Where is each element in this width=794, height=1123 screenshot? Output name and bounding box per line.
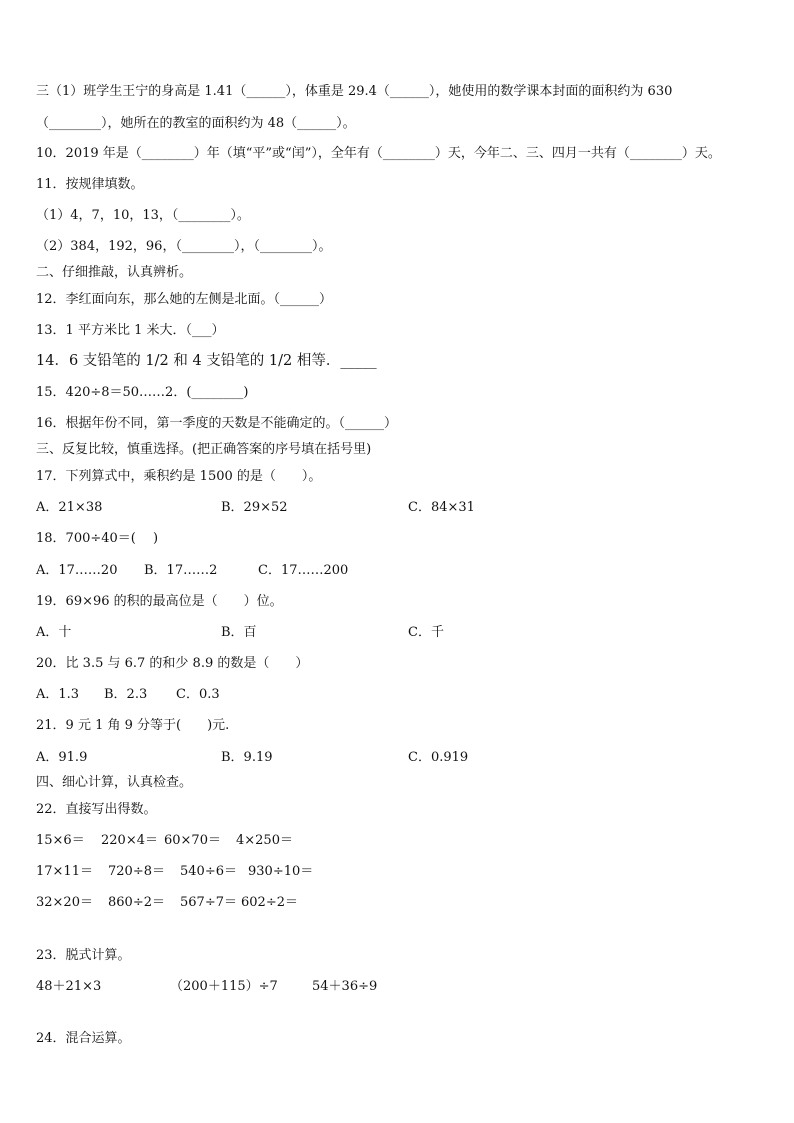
calc-expression: 48＋21×3 [36,979,102,994]
question-9-line-1: 三（1）班学生王宁的身高是 1.41（______），体重是 29.4（______），她使用的数学课本封面的面积约为 630 [36,84,673,99]
question-19: 19．69×96 的积的最高位是（ ）位。 [36,594,283,609]
oral-calc-item: 930÷10＝ [248,864,314,879]
oral-calc-item: 220×4＝ [101,833,158,848]
option-b: B．17……2 [144,563,218,578]
question-14: 14．6 支铅笔的 1/2 和 4 支铅笔的 1/2 相等．_____ [36,353,377,369]
oral-calc-row [36,833,756,849]
option-a: A．91.9 [36,750,88,765]
question-23-items [36,979,756,995]
oral-calc-item: 860÷2＝ [108,895,165,910]
question-11-part-1: （1）4，7，10，13，（________）。 [36,208,250,223]
question-17-options [36,500,756,516]
option-c: C．0.919 [408,750,469,765]
oral-calc-item: 720÷8＝ [108,864,165,879]
question-12: 12．李红面向东，那么她的左侧是北面。（______） [36,292,333,307]
oral-calc-item: 602÷2＝ [241,895,298,910]
calc-expression: 54＋36÷9 [312,979,378,994]
oral-calc-item: 17×11＝ [36,864,93,879]
oral-calc-item: 15×6＝ [36,833,85,848]
option-b: B．29×52 [221,500,288,515]
question-22: 22．直接写出得数。 [36,802,157,817]
option-a: A．21×38 [36,500,103,515]
oral-calc-item: 4×250＝ [236,833,293,848]
oral-calc-item: 567÷7＝ [180,895,237,910]
oral-calc-row [36,895,756,911]
option-c: C．17……200 [258,563,349,578]
question-17: 17．下列算式中，乘积约是 1500 的是（ ）。 [36,469,322,484]
oral-calc-item: 60×70＝ [164,833,221,848]
question-21-options [36,750,756,766]
question-16: 16．根据年份不同，第一季度的天数是不能确定的。（______） [36,416,398,431]
oral-calc-item: 540÷6＝ [180,864,237,879]
question-24: 24．混合运算。 [36,1031,131,1046]
question-11-part-2: （2）384，192，96，（________），（________）。 [36,239,332,254]
question-15: 15．420÷8＝50……2．(________) [36,385,249,400]
option-c: C．千 [408,625,444,640]
question-18-options [36,563,756,579]
question-13: 13．1 平方米比 1 米大．（___） [36,323,225,338]
calc-expression: （200＋115）÷7 [170,979,278,994]
section-4-heading: 四、细心计算，认真检查。 [36,775,193,790]
question-9-line-2: （________），她所在的教室的面积约为 48（______）。 [36,116,356,131]
question-19-options [36,625,756,641]
section-2-heading: 二、仔细推敲，认真辨析。 [36,265,193,280]
option-a: A．17……20 [36,563,118,578]
question-18: 18．700÷40＝( ) [36,531,159,546]
oral-calc-item: 32×20＝ [36,895,93,910]
option-b: B．百 [221,625,257,640]
oral-calc-row [36,864,756,880]
question-11: 11．按规律填数。 [36,177,144,192]
section-3-heading: 三、反复比较，慎重选择。(把正确答案的序号填在括号里) [36,442,372,457]
option-a: A．1.3 [36,687,80,702]
option-c: C．0.3 [176,687,220,702]
option-a: A．十 [36,625,72,640]
option-b: B．9.19 [221,750,273,765]
question-20: 20．比 3.5 与 6.7 的和少 8.9 的数是（ ） [36,656,309,671]
option-c: C．84×31 [408,500,475,515]
option-b: B．2.3 [104,687,148,702]
question-23: 23．脱式计算。 [36,948,131,963]
question-20-options [36,687,756,703]
question-10: 10．2019 年是（________）年（填“平”或“闰”），全年有（________）天，今年二、三、四月一共有（________）天。 [36,146,721,161]
question-21: 21．9 元 1 角 9 分等于( )元. [36,718,230,733]
